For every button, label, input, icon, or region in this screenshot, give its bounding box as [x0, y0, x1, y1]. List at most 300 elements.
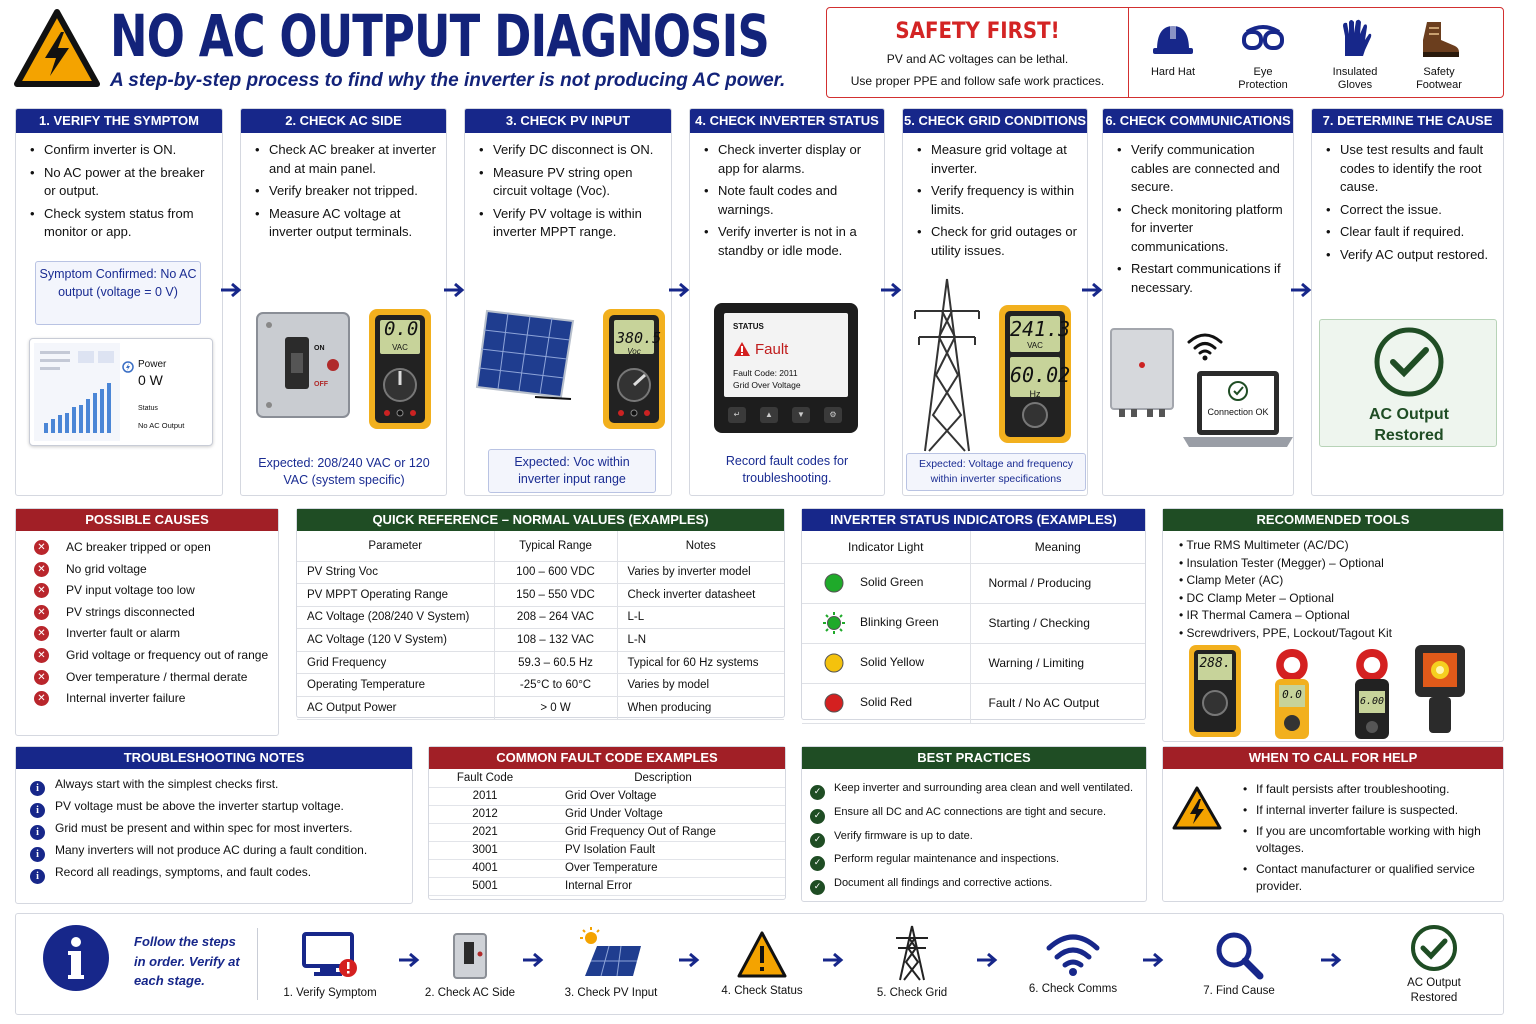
arrow-right-icon	[1142, 952, 1164, 968]
status-label: Status	[138, 405, 158, 412]
step-check-inverter-status	[689, 108, 885, 496]
transmission-tower-icon	[892, 924, 932, 982]
page-title: NO AC OUTPUT DIAGNOSIS	[110, 2, 769, 70]
connection-status: Connection OK	[1207, 407, 1269, 417]
best-practices-panel	[801, 746, 1147, 902]
thermal-camera-icon	[1413, 643, 1467, 735]
safety-line: PV and AC voltages can be lethal.	[886, 52, 1069, 66]
arrow-right-icon	[1290, 282, 1312, 298]
step-title: 5. CHECK GRID CONDITIONS	[903, 109, 1087, 133]
page-subtitle: A step-by-step process to find why the inverter is not producing AC power.	[110, 70, 786, 91]
column-header: Notes	[617, 531, 784, 561]
x-circle-icon: ✕	[34, 626, 49, 641]
step-title: 2. CHECK AC SIDE	[241, 109, 446, 133]
footer-step-7	[1184, 914, 1294, 999]
monitor-chart-area	[34, 343, 120, 441]
fault-description: Grid Frequency Out of Range	[541, 823, 785, 841]
step-item: • No AC power at the breaker or output.	[28, 164, 212, 201]
x-circle-icon: ✕	[34, 648, 49, 663]
practice-item	[810, 781, 1133, 800]
monitor-app-screen	[29, 338, 213, 446]
wifi-icon	[1045, 932, 1101, 976]
bullet: •	[1179, 573, 1187, 587]
step-title: 3. CHECK PV INPUT	[465, 109, 671, 133]
quick-reference-panel	[296, 508, 785, 718]
step-check-grid-conditions	[902, 108, 1088, 496]
up-button[interactable]: ▲	[760, 407, 778, 423]
arrow-right-icon	[398, 952, 420, 968]
meter-reading-voltage: 241.3	[1010, 317, 1071, 341]
step-item: • Check system status from monitor or app.	[28, 205, 212, 242]
table-row	[429, 841, 785, 859]
table-row	[429, 823, 785, 841]
note-item	[30, 821, 352, 840]
note-item	[30, 777, 278, 796]
safety-title: SAFETY FIRST!	[895, 19, 1060, 44]
table-cell: When producing	[617, 697, 784, 720]
info-icon: i	[30, 825, 45, 840]
ppe-label: Insulated Gloves	[1332, 66, 1378, 91]
table-row	[297, 561, 784, 584]
down-button[interactable]: ▼	[792, 407, 810, 423]
fault-code: 3001	[429, 841, 541, 859]
column-header: Typical Range	[494, 531, 617, 561]
table-row	[297, 651, 784, 674]
column-header: Fault Code	[429, 769, 541, 787]
table-cell: Typical for 60 Hz systems	[617, 651, 784, 674]
step-item: • Check AC breaker at inverter and at main panel.	[253, 141, 436, 178]
footer-step-label: 4. Check Status	[721, 985, 803, 997]
divider	[257, 928, 258, 1000]
ac-disconnect-switch-icon	[253, 309, 353, 421]
call-for-help-panel	[1162, 746, 1504, 902]
transmission-tower-icon	[911, 275, 983, 455]
info-icon: i	[30, 869, 45, 884]
indicator-light-icon	[822, 651, 846, 675]
table-cell: Check inverter datasheet	[617, 584, 784, 607]
fault-code: 2012	[429, 805, 541, 823]
column-header: Parameter	[297, 531, 494, 561]
arrow-right-icon	[1320, 952, 1342, 968]
help-item: • If you are uncomfortable working with high voltages.	[1243, 823, 1493, 857]
safety-line: Use proper PPE and follow safe work practices.	[850, 74, 1105, 88]
ppe-label: Safety Footwear	[1416, 66, 1462, 91]
step-verify-symptom	[15, 108, 223, 496]
footer-step-label: 7. Find Cause	[1203, 985, 1275, 997]
arrow-right-icon	[522, 952, 544, 968]
table-cell: Grid Frequency	[297, 651, 494, 674]
display-status-label: STATUS	[733, 322, 764, 331]
warning-icon	[733, 341, 751, 357]
tool-label: Insulation Tester (Megger) – Optional	[1186, 555, 1384, 570]
practice-label: Document all findings and corrective actions.	[834, 877, 1053, 890]
indicator-meaning: Normal / Producing	[970, 563, 1145, 603]
check-circle-icon: ✓	[810, 856, 825, 871]
footer-step-3	[556, 914, 666, 1001]
indicator-label: Solid Yellow	[860, 655, 925, 670]
indicator-cell	[802, 643, 970, 683]
bar-chart-icon	[34, 343, 120, 441]
practice-item	[810, 876, 1052, 895]
cause-label: PV strings disconnected	[66, 604, 195, 619]
practice-label: Verify firmware is up to date.	[834, 829, 973, 842]
meter-reading-frequency: 60.02	[1010, 363, 1071, 387]
practice-item	[810, 852, 1059, 871]
fault-description: Grid Over Voltage	[541, 787, 785, 805]
info-icon: i	[30, 803, 45, 818]
footer-step-label: AC Output Restored	[1407, 977, 1461, 1004]
fault-codes-panel	[428, 746, 786, 900]
step-item: • Use test results and fault codes to identify the root cause.	[1324, 141, 1493, 197]
step-item: • Measure grid voltage at inverter.	[915, 141, 1077, 178]
note-label: Record all readings, symptoms, and fault codes.	[55, 865, 312, 879]
footer-instruction: Follow the steps in order. Verify at each stage.	[134, 934, 240, 988]
footer-steps-bar	[15, 913, 1504, 1015]
step-item: • Measure PV string open circuit voltage (Voc).	[477, 164, 661, 201]
tool-clamp-reading: 0.0	[1282, 688, 1302, 701]
help-item: • Contact manufacturer or qualified service provider.	[1243, 861, 1493, 895]
footer-step-label: 1. Verify Symptom	[283, 987, 377, 999]
ppe-insulated-gloves	[1312, 8, 1398, 97]
note-label: Many inverters will not produce AC during a fault condition.	[55, 843, 368, 857]
bullet: •	[1179, 538, 1187, 552]
power-icon	[122, 361, 134, 373]
breaker-icon	[450, 930, 490, 982]
indicator-label: Solid Red	[860, 695, 913, 710]
ppe-label: Hard Hat	[1150, 66, 1196, 78]
tool-item	[1179, 555, 1384, 573]
check-circle-icon: ✓	[810, 880, 825, 895]
table-cell: PV String Voc	[297, 561, 494, 584]
tool-label: Clamp Meter (AC)	[1186, 573, 1284, 587]
practice-label: Keep inverter and surrounding area clean and well ventilated.	[834, 782, 1134, 794]
column-header: Indicator Light	[802, 531, 970, 563]
fault-description: Over Temperature	[541, 859, 785, 877]
cause-label: Over temperature / thermal derate	[66, 669, 248, 684]
note-label: PV voltage must be above the inverter startup voltage.	[55, 799, 344, 813]
table-cell: 100 – 600 VDC	[494, 561, 617, 584]
table-row	[802, 643, 1145, 683]
check-circle-icon	[1373, 326, 1445, 398]
settings-button[interactable]: ⚙	[824, 407, 842, 423]
table-cell: AC Voltage (120 V System)	[297, 629, 494, 652]
bullet: •	[1179, 608, 1187, 622]
indicator-light-icon	[822, 611, 846, 635]
table-row	[429, 877, 785, 895]
step-item: • Verify DC disconnect is ON.	[477, 141, 661, 160]
tool-item	[1179, 607, 1350, 625]
footer-step-final	[1382, 914, 1486, 1006]
ppe-eye-protection	[1220, 8, 1306, 97]
footer-step-label: 6. Check Comms	[1028, 983, 1118, 995]
step-title: 4. CHECK INVERTER STATUS	[690, 109, 884, 133]
inverter-display	[714, 303, 858, 433]
panel-title: COMMON FAULT CODE EXAMPLES	[429, 747, 785, 769]
panel-title: WHEN TO CALL FOR HELP	[1163, 747, 1503, 769]
step-item: • Check monitoring platform for inverter communications.	[1115, 201, 1283, 257]
tool-item	[1179, 625, 1392, 643]
table-cell: PV MPPT Operating Range	[297, 584, 494, 607]
table-cell: L-L	[617, 606, 784, 629]
step-item: • Restart communications if necessary.	[1115, 260, 1283, 297]
high-voltage-warning-icon	[1171, 785, 1223, 831]
display-fault: Fault	[755, 341, 789, 358]
possible-causes-panel	[15, 508, 279, 736]
meter-unit-frequency: Hz	[1029, 389, 1041, 399]
ppe-hard-hat	[1130, 8, 1216, 97]
quick-reference-table	[297, 531, 784, 720]
tool-label: DC Clamp Meter – Optional	[1186, 590, 1334, 605]
help-item: • If internal inverter failure is suspected.	[1243, 802, 1493, 819]
note-label: Always start with the simplest checks first.	[55, 777, 279, 791]
solar-panel-icon	[475, 307, 579, 403]
table-cell: 59.3 – 60.5 Hz	[494, 651, 617, 674]
display-fault-desc: Grid Over Voltage	[733, 380, 801, 390]
bullet: •	[1179, 555, 1187, 570]
arrow-right-icon	[1081, 282, 1103, 298]
panel-title: TROUBLESHOOTING NOTES	[16, 747, 412, 769]
high-voltage-warning-icon	[14, 8, 100, 88]
indicator-meaning: Starting / Checking	[970, 603, 1145, 643]
tool-label: IR Thermal Camera – Optional	[1186, 608, 1350, 622]
table-row	[802, 603, 1145, 643]
table-cell: AC Voltage (208/240 V System)	[297, 606, 494, 629]
table-cell: Varies by inverter model	[617, 561, 784, 584]
result-text: AC Output Restored	[1369, 406, 1449, 444]
tool-item	[1179, 572, 1283, 590]
cause-label: Internal inverter failure	[66, 691, 186, 706]
column-header: Meaning	[970, 531, 1145, 563]
step-item: • Verify communication cables are connected and secure.	[1115, 141, 1283, 197]
expected-voc: Expected: Voc within inverter input range	[514, 455, 630, 486]
indicator-light-icon	[822, 691, 846, 715]
check-circle-icon	[1410, 924, 1458, 972]
step-title: 1. VERIFY THE SYMPTOM	[16, 109, 222, 133]
step-item: • Verify inverter is not in a standby or idle mode.	[702, 223, 874, 260]
arrow-right-icon	[880, 282, 902, 298]
tool-label: Screwdrivers, PPE, Lockout/Tagout Kit	[1186, 625, 1392, 640]
table-row	[297, 697, 784, 720]
table-row	[297, 606, 784, 629]
table-row	[802, 563, 1145, 603]
arrow-right-icon	[668, 282, 690, 298]
meter-unit-voltage: VAC	[1027, 341, 1043, 350]
safety-boot-icon	[1417, 18, 1461, 60]
footer-step-1	[276, 914, 384, 1001]
table-row	[802, 683, 1145, 723]
recommended-tools-panel	[1162, 508, 1504, 742]
inverter-unit-icon	[1109, 327, 1175, 419]
x-circle-icon: ✕	[34, 540, 49, 555]
step-check-ac-side	[240, 108, 447, 496]
fault-code: 2021	[429, 823, 541, 841]
footer-step-label: 2. Check AC Side	[424, 987, 516, 999]
arrow-right-icon	[678, 952, 700, 968]
cause-label: PV input voltage too low	[66, 583, 195, 598]
cause-label: Inverter fault or alarm	[66, 626, 181, 641]
note-item	[30, 843, 367, 862]
indicator-light-icon	[822, 571, 846, 595]
column-header: Description	[541, 769, 785, 787]
step-item: • Verify AC output restored.	[1324, 246, 1493, 265]
bullet: •	[1179, 625, 1187, 640]
cause-label: Grid voltage or frequency out of range	[66, 648, 269, 662]
info-icon	[42, 924, 110, 992]
footer-step-6	[1018, 914, 1128, 997]
table-row	[429, 859, 785, 877]
panel-title: POSSIBLE CAUSES	[16, 509, 278, 531]
insulated-gloves-icon	[1335, 18, 1375, 60]
footer-step-4	[712, 914, 812, 999]
solar-panel-icon	[579, 926, 643, 982]
check-circle-icon: ✓	[810, 809, 825, 824]
help-item: • If fault persists after troubleshooting.	[1243, 781, 1493, 798]
status-indicators-table	[802, 531, 1145, 724]
practice-label: Perform regular maintenance and inspections.	[834, 853, 1060, 866]
arrow-right-icon	[443, 282, 465, 298]
step-item: • Verify frequency is within limits.	[915, 182, 1077, 219]
footer-step-2	[420, 914, 520, 1001]
monitor-alert-icon	[301, 930, 359, 982]
table-cell: 108 – 132 VAC	[494, 629, 617, 652]
multimeter-icon	[601, 307, 667, 431]
wifi-icon	[1185, 331, 1225, 361]
meter-unit: VAC	[392, 343, 408, 352]
step-item: • Check inverter display or app for alarms.	[702, 141, 874, 178]
x-circle-icon: ✕	[34, 691, 49, 706]
safety-box	[826, 7, 1504, 98]
panel-title: INVERTER STATUS INDICATORS (EXAMPLES)	[802, 509, 1145, 531]
tool-meter-reading: 288.	[1199, 656, 1231, 671]
arrow-right-icon	[976, 952, 998, 968]
magnifier-icon	[1214, 930, 1264, 980]
tool-item	[1179, 537, 1349, 555]
inverter-screen	[724, 313, 848, 397]
step-title: 7. DETERMINE THE CAUSE	[1312, 109, 1503, 133]
cause-label: No grid voltage	[66, 561, 147, 576]
indicator-meaning: Fault / No AC Output	[970, 683, 1145, 723]
bullet: •	[1179, 590, 1187, 605]
check-circle-icon: ✓	[810, 833, 825, 848]
info-icon: i	[30, 847, 45, 862]
step-title: 6. CHECK COMMUNICATIONS	[1103, 109, 1293, 133]
step-item: • Confirm inverter is ON.	[28, 141, 212, 160]
step-item: • Verify PV voltage is within inverter MPPT range.	[477, 205, 661, 242]
display-buttons	[728, 407, 844, 425]
table-cell: Varies by model	[617, 674, 784, 697]
tool-dc-clamp-reading: 6.00	[1359, 696, 1385, 707]
footer-step-label: 5. Check Grid	[876, 987, 948, 999]
back-button[interactable]: ↵	[728, 407, 746, 423]
meter-reading: 380.5	[616, 329, 662, 347]
dc-clamp-meter-icon	[1347, 645, 1397, 741]
table-cell: -25°C to 60°C	[494, 674, 617, 697]
indicator-label: Solid Green	[860, 575, 924, 590]
table-cell: AC Output Power	[297, 697, 494, 720]
step-check-pv-input	[464, 108, 672, 496]
step-determine-cause	[1311, 108, 1504, 496]
display-fault-code: Fault Code: 2011	[733, 368, 798, 378]
power-value: 0 W	[138, 372, 163, 388]
ppe-safety-footwear	[1396, 8, 1482, 97]
arrow-right-icon	[822, 952, 844, 968]
step-item: • Clear fault if required.	[1324, 223, 1493, 242]
switch-off-label: OFF	[314, 381, 328, 388]
power-label: Power	[138, 359, 167, 370]
step-item: • Note fault codes and warnings.	[702, 182, 874, 219]
table-row	[297, 674, 784, 697]
table-cell: L-N	[617, 629, 784, 652]
practice-label: Ensure all DC and AC connections are tight and secure.	[834, 805, 1107, 818]
indicator-cell	[802, 603, 970, 643]
fault-description: PV Isolation Fault	[541, 841, 785, 859]
fault-description: Grid Under Voltage	[541, 805, 785, 823]
indicator-label: Blinking Green	[860, 615, 939, 630]
panel-title: QUICK REFERENCE – NORMAL VALUES (EXAMPLES)	[297, 509, 784, 531]
indicator-cell	[802, 563, 970, 603]
fault-code: 4001	[429, 859, 541, 877]
expected-ac-voltage: Expected: 208/240 VAC or 120 VAC (system specific)	[258, 456, 430, 487]
result-box	[1319, 319, 1497, 447]
info-icon: i	[30, 781, 45, 796]
status-indicators-panel	[801, 508, 1146, 720]
fault-code: 2011	[429, 787, 541, 805]
table-cell: 150 – 550 VDC	[494, 584, 617, 607]
panel-title: BEST PRACTICES	[802, 747, 1146, 769]
troubleshooting-notes-panel	[15, 746, 413, 904]
check-circle-icon: ✓	[810, 785, 825, 800]
safety-glasses-icon	[1239, 18, 1287, 60]
table-row	[429, 787, 785, 805]
hard-hat-icon	[1151, 18, 1195, 60]
table-cell: Operating Temperature	[297, 674, 494, 697]
ppe-label: Eye Protection	[1238, 66, 1288, 91]
meter-reading: 0.0	[384, 318, 419, 340]
meter-unit: Voc	[627, 347, 641, 356]
tool-item	[1179, 590, 1334, 608]
practice-item	[810, 805, 1106, 824]
step-item: • Verify breaker not tripped.	[253, 182, 436, 201]
switch-on-label: ON	[314, 345, 325, 352]
fault-code-table	[429, 769, 785, 896]
panel-title: RECOMMENDED TOOLS	[1163, 509, 1503, 531]
note-item	[30, 799, 344, 818]
table-row	[429, 805, 785, 823]
fault-description: Internal Error	[541, 877, 785, 895]
table-cell: > 0 W	[494, 697, 617, 720]
footer-step-label: 3. Check PV Input	[564, 987, 658, 999]
note-label: Grid must be present and within spec for most inverters.	[55, 821, 353, 835]
table-cell: 208 – 264 VAC	[494, 606, 617, 629]
x-circle-icon: ✕	[34, 583, 49, 598]
x-circle-icon: ✕	[34, 670, 49, 685]
status-value: No AC Output	[138, 421, 185, 430]
note-item	[30, 865, 311, 884]
warning-icon	[736, 930, 788, 980]
practice-item	[810, 829, 973, 848]
arrow-right-icon	[220, 282, 242, 298]
step-item: • Correct the issue.	[1324, 201, 1493, 220]
cause-label: AC breaker tripped or open	[66, 540, 211, 554]
fault-code: 5001	[429, 877, 541, 895]
x-circle-icon: ✕	[34, 562, 49, 577]
indicator-cell	[802, 683, 970, 723]
step-item: • Measure AC voltage at inverter output terminals.	[253, 205, 436, 242]
footer-step-5	[862, 914, 962, 1001]
expected-grid: Expected: Voltage and frequency within inverter specifications	[918, 458, 1074, 485]
x-circle-icon: ✕	[34, 605, 49, 620]
symptom-callout: Symptom Confirmed: No AC output (voltage = 0 V)	[35, 261, 201, 325]
